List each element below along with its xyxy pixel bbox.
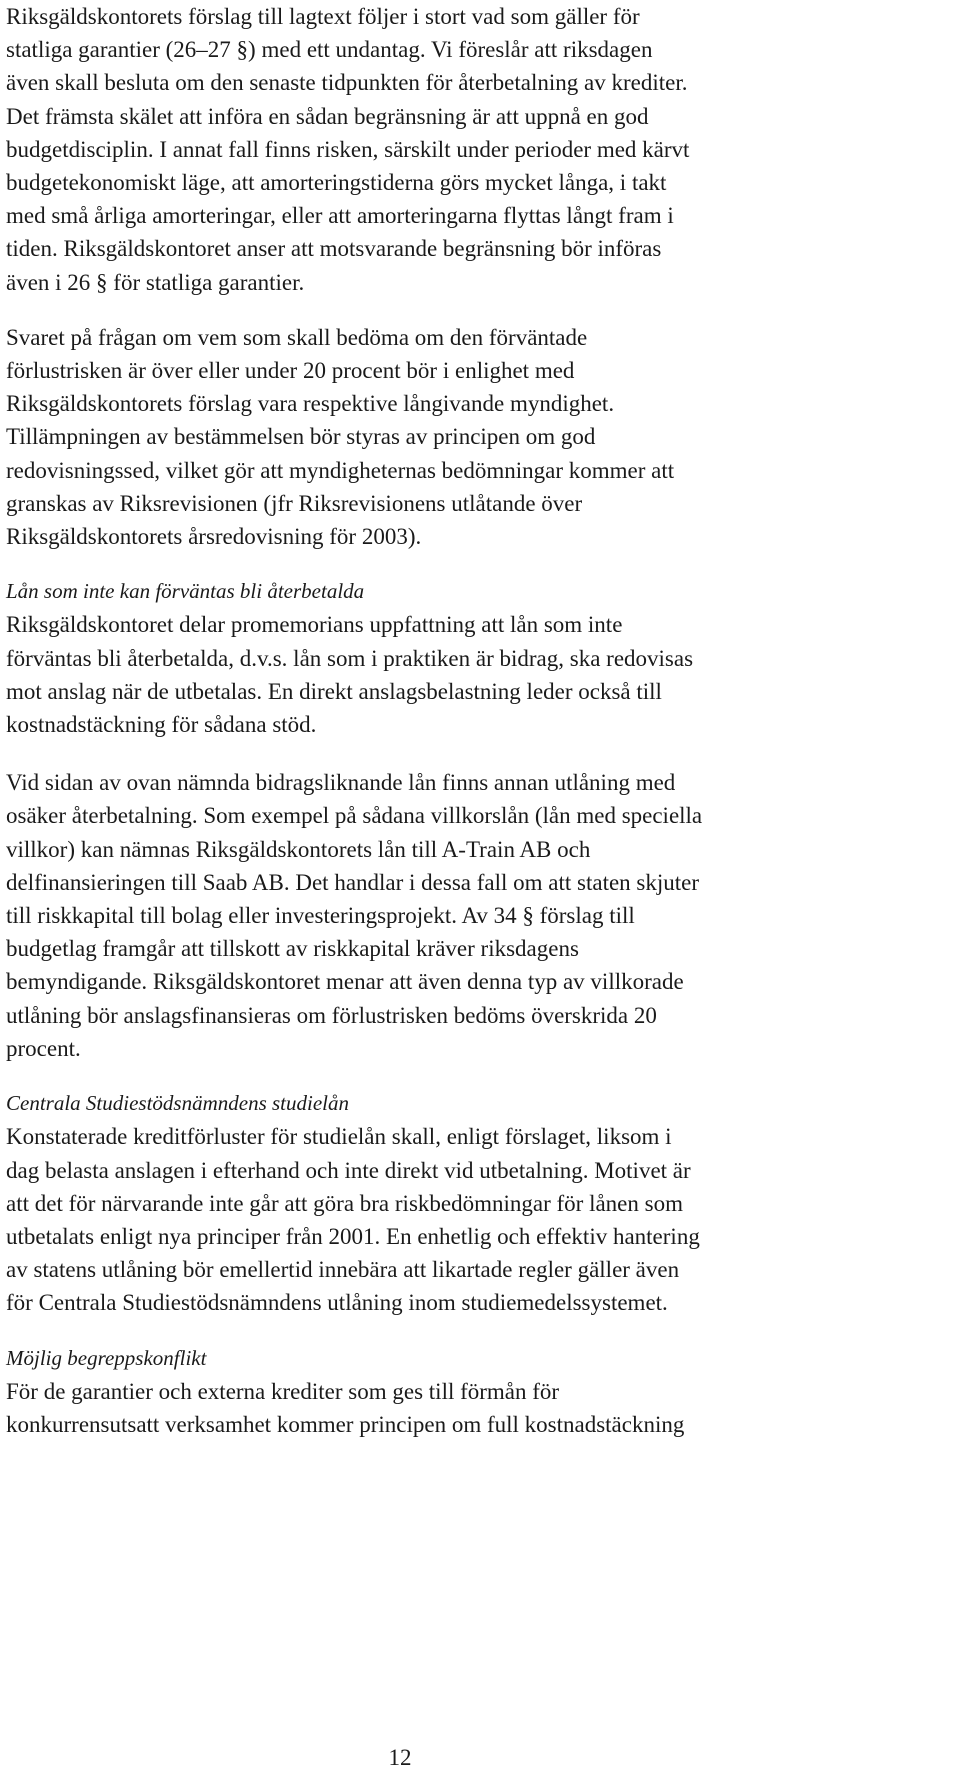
section-heading: Lån som inte kan förväntas bli återbetalda: [6, 579, 365, 604]
text-line: att det för närvarande inte går att göra bra riskbedömningar för lånen som: [6, 1190, 683, 1216]
text-line: granskas av Riksrevisionen (jfr Riksrevisionens utlåtande över: [6, 490, 583, 516]
text-line: dag belasta anslagen i efterhand och inte direkt vid utbetalning. Motivet är: [6, 1157, 691, 1183]
text-line: till riskkapital till bolag eller investeringsprojekt. Av 34 § förslag till: [6, 903, 635, 929]
text-line: Svaret på frågan om vem som skall bedöma om den förväntade: [6, 324, 588, 350]
paragraph-6: [6, 1375, 954, 1441]
text-line: Riksgäldskontorets förslag vara respektive långivande myndighet.: [6, 391, 615, 417]
paragraph-5: [6, 1120, 954, 1319]
text-line: utbetalats enligt nya principer från 2001. En enhetlig och effektiv hantering: [6, 1223, 700, 1249]
text-line: Riksgäldskontorets förslag till lagtext följer i stort vad som gäller för: [6, 4, 640, 29]
text-line: förväntas bli återbetalda, d.v.s. lån som i praktiken är bidrag, ska redovisas: [6, 645, 694, 671]
text-line: procent.: [6, 1035, 81, 1061]
text-line: budgetekonomiskt läge, att amorteringstiderna görs mycket långa, i takt: [6, 170, 667, 196]
paragraph-4: [6, 766, 954, 1065]
text-line: för Centrala Studiestödsnämndens utlåning inom studiemedelssystemet.: [6, 1290, 668, 1316]
text-line: Konstaterade kreditförluster för studielån skall, enligt förslaget, liksom i: [6, 1124, 672, 1150]
text-line: kostnadstäckning för sådana stöd.: [6, 712, 317, 738]
section-heading: Centrala Studiestödsnämndens studielån: [6, 1091, 349, 1116]
section-heading: Möjlig begreppskonflikt: [6, 1345, 207, 1370]
text-line: bemyndigande. Riksgäldskontoret menar att även denna typ av villkorade: [6, 969, 684, 995]
text-line: med små årliga amorteringar, eller att amorteringarna flyttas långt fram i: [6, 203, 674, 229]
text-line: villkor) kan nämnas Riksgäldskontorets lån till A-Train AB och: [6, 836, 591, 862]
document-page: [6, 0, 954, 1441]
text-line: mot anslag när de utbetalas. En direkt anslagsbelastning leder också till: [6, 678, 662, 704]
text-line: Riksgäldskontorets årsredovisning för 2003).: [6, 524, 422, 550]
text-line: även i 26 § för statliga garantier.: [6, 269, 305, 295]
text-line: Vid sidan av ovan nämnda bidragsliknande lån finns annan utlåning med: [6, 770, 676, 796]
text-line: För de garantier och externa krediter som ges till förmån för: [6, 1378, 560, 1404]
text-line: utlåning bör anslagsfinansieras om förlustrisken bedöms överskrida 20: [6, 1002, 657, 1028]
text-line: budgetlag framgår att tillskott av riskkapital kräver riksdagens: [6, 936, 579, 962]
text-line: osäker återbetalning. Som exempel på sådana villkorslån (lån med speciella: [6, 803, 703, 829]
text-line: redovisningssed, vilket gör att myndigheternas bedömningar kommer att: [6, 457, 675, 483]
paragraph-1: [6, 0, 954, 299]
text-line: Det främsta skälet att införa en sådan begränsning är att uppnå en god: [6, 103, 649, 129]
text-line: av statens utlåning bör emellertid innebära att likartade regler gäller även: [6, 1257, 680, 1283]
text-line: tiden. Riksgäldskontoret anser att motsvarande begränsning bör införas: [6, 236, 662, 262]
text-line: statliga garantier (26–27 §) med ett undantag. Vi föreslår att riksdagen: [6, 37, 653, 63]
text-line: delfinansieringen till Saab AB. Det handlar i dessa fall om att staten skjuter: [6, 869, 700, 895]
text-line: budgetdisciplin. I annat fall finns risken, särskilt under perioder med kärvt: [6, 136, 690, 162]
text-line: konkurrensutsatt verksamhet kommer principen om full kostnadstäckning: [6, 1411, 685, 1437]
text-line: även skall besluta om den senaste tidpunkten för återbetalning av krediter.: [6, 70, 688, 96]
page-number: 12: [388, 1745, 412, 1770]
text-line: Tillämpningen av bestämmelsen bör styras av principen om god: [6, 424, 596, 450]
text-line: Riksgäldskontoret delar promemorians uppfattning att lån som inte: [6, 612, 623, 638]
paragraph-2: [6, 321, 954, 553]
text-line: förlustrisken är över eller under 20 procent bör i enlighet med: [6, 358, 575, 384]
paragraph-3: [6, 608, 954, 741]
